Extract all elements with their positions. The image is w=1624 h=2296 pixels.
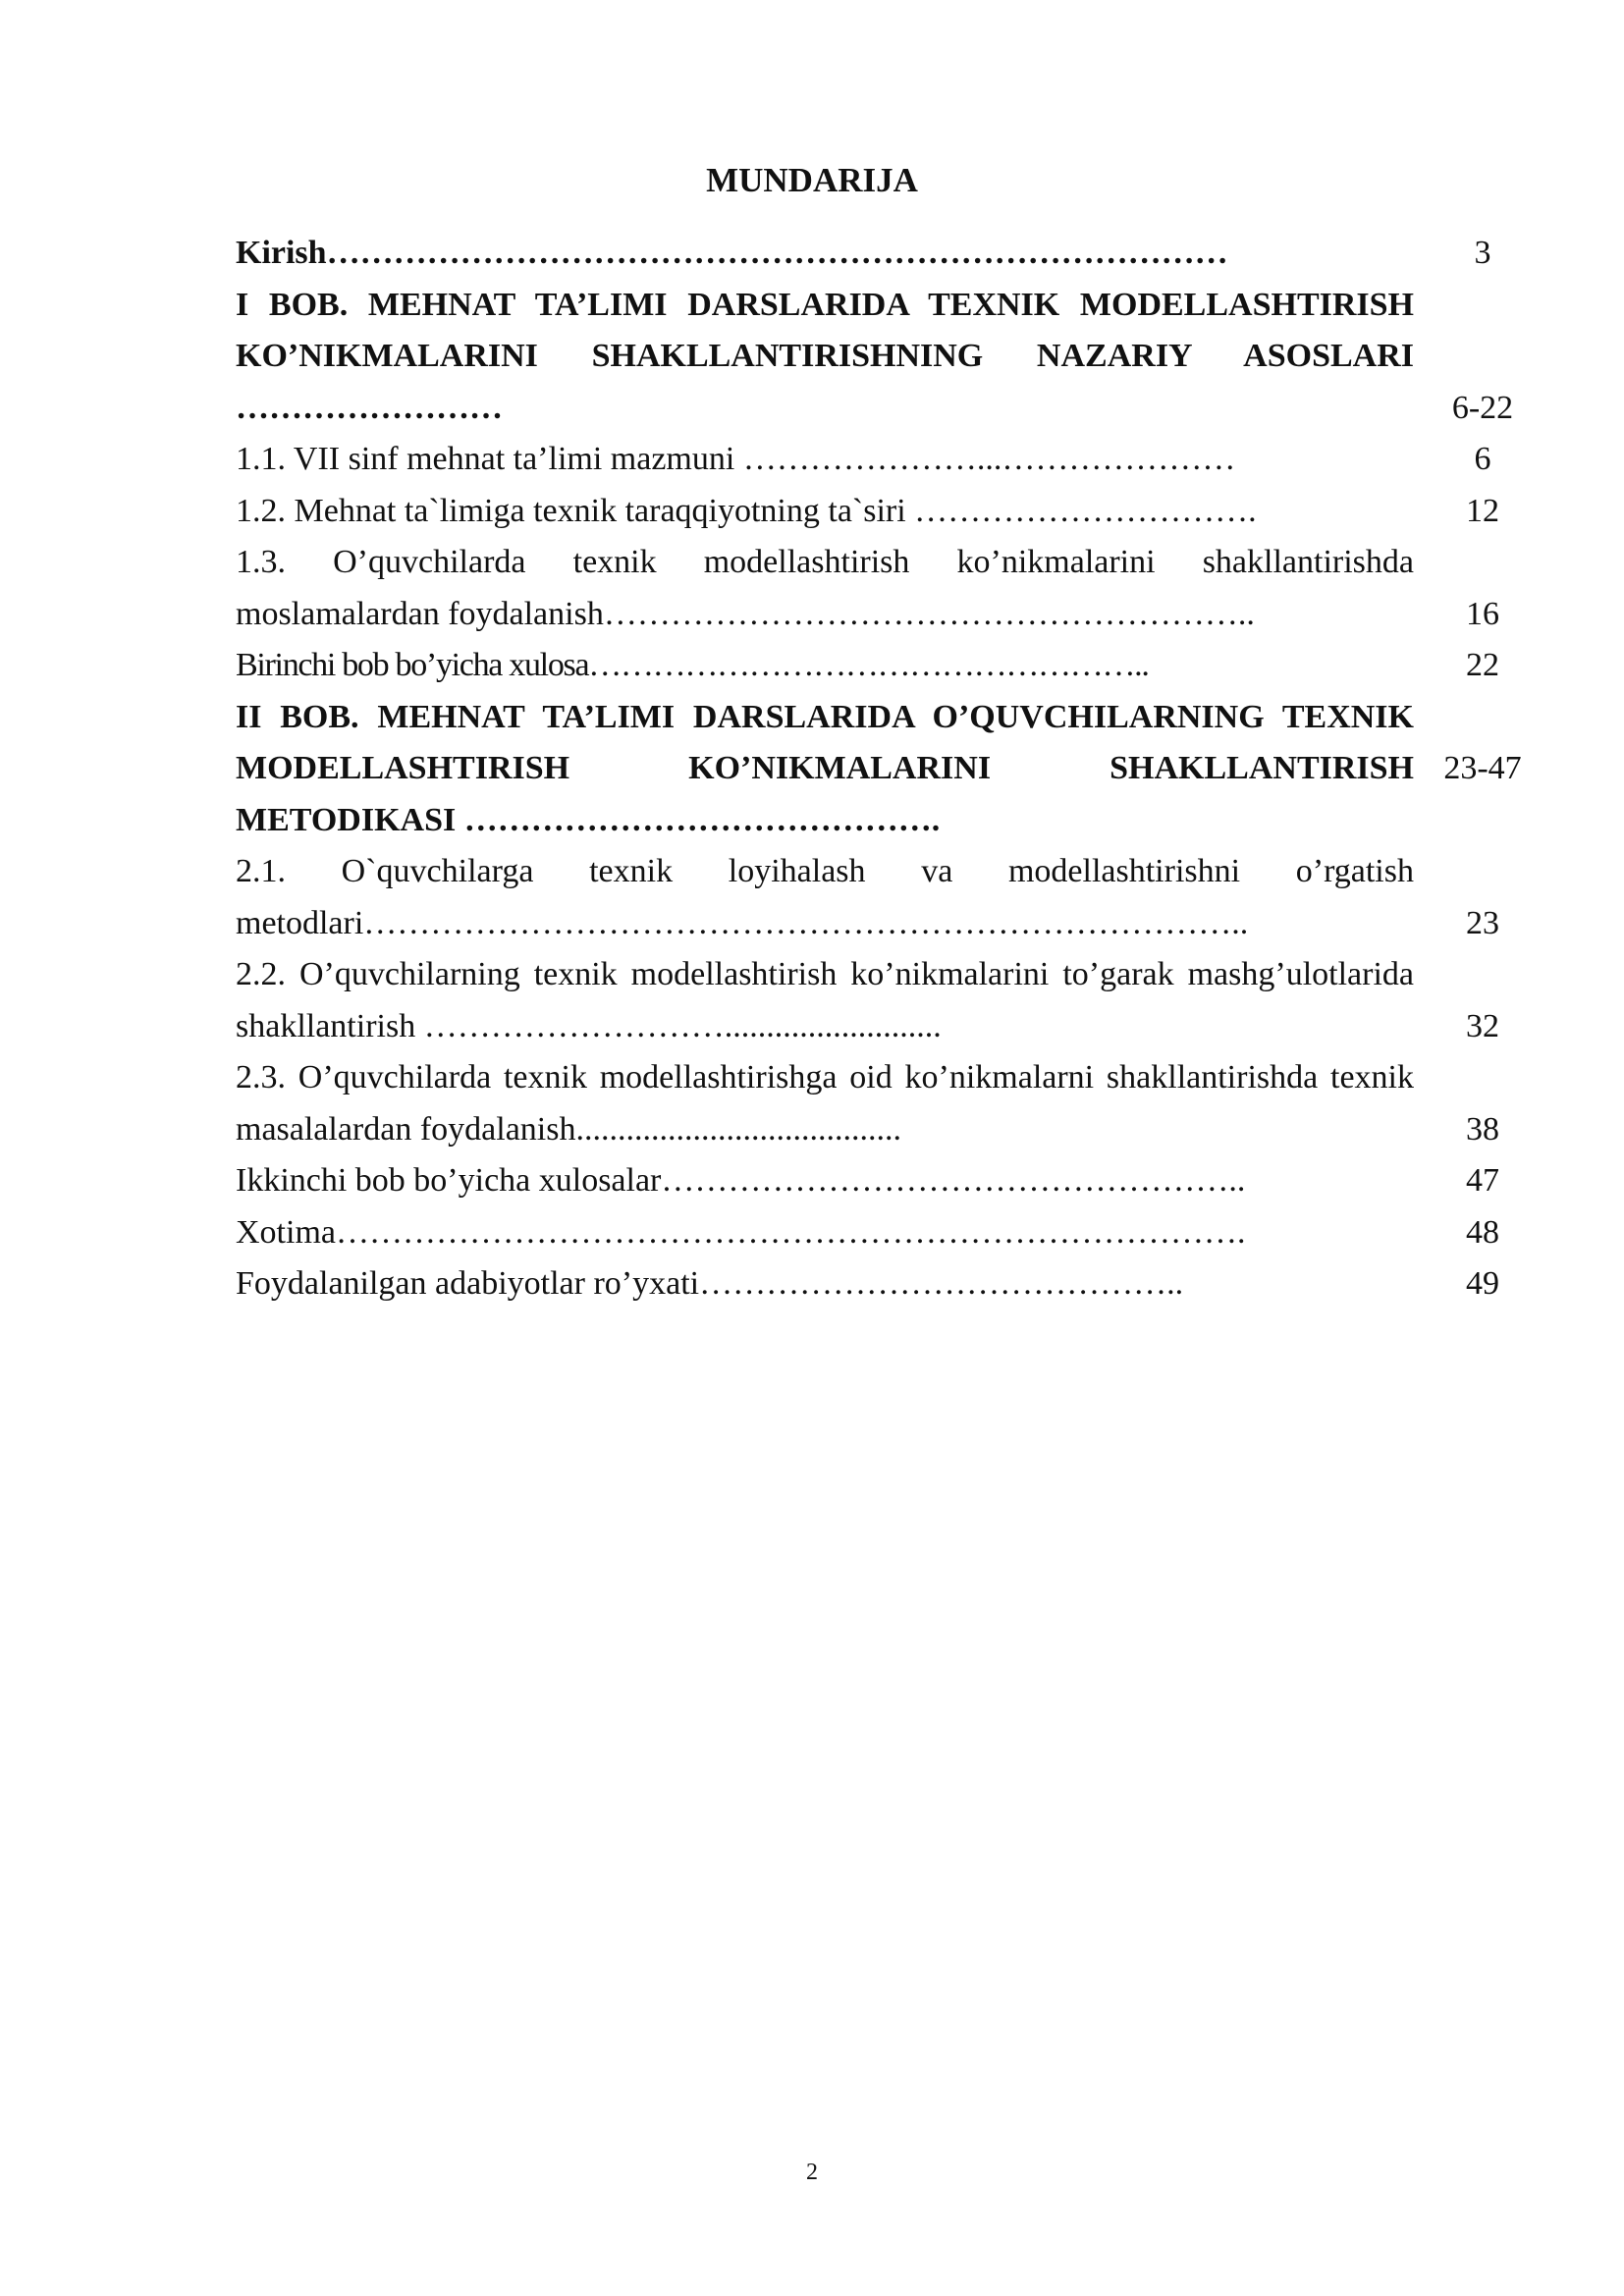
toc-entry-page: 48 [1466, 1213, 1499, 1251]
toc-entry-page: 22 [1466, 647, 1499, 683]
toc-entry-title: II BOB. MEHNAT TA’LIMI DARSLARIDA O’QUVCHILARNING TEXNIK MODELLASHTIRISH KO’NIKMALARINI SHAKLLANTIRISH METODIKASI ……………………………………. [236, 698, 1414, 838]
toc-entry-title: 1.3. O’quvchilarda texnik modellashtirish ko’nikmalarini shakllantirishda moslamalardan foydalanish………………………………………………….. [236, 544, 1414, 632]
toc-entry-2-3[interactable] [236, 1052, 1571, 1155]
toc-entry-title: Ikkinchi bob bo’yicha xulosalar…………………………………………….. [236, 1162, 1246, 1199]
toc-entry-title: 1.2. Mehnat ta`limiga texnik taraqqiyotning ta`siri …………………………. [236, 492, 1257, 529]
toc-entry-2-1[interactable] [236, 846, 1571, 949]
toc-entry-references[interactable] [236, 1258, 1571, 1310]
toc-entry-1-2[interactable] [236, 486, 1571, 538]
toc-entry-title: 2.2. O’quvchilarning texnik modellashtirish ko’nikmalarini to’garak mashg’ulotlarida shakllantirish ……………………….......................... [236, 956, 1414, 1044]
toc-entry-xotima[interactable] [236, 1207, 1571, 1259]
toc-entry-page: 6 [1474, 441, 1491, 477]
table-of-contents [236, 228, 1571, 1310]
toc-entry-page: 32 [1466, 1007, 1499, 1044]
toc-entry-page: 23 [1466, 904, 1499, 941]
toc-entry-title: Foydalanilgan adabiyotlar ro’yxati…………………………………….. [236, 1265, 1184, 1302]
toc-entry-chapter-1-summary[interactable] [236, 640, 1571, 692]
toc-entry-page: 49 [1466, 1265, 1499, 1302]
toc-entry-chapter-2-summary[interactable] [236, 1155, 1571, 1207]
toc-entry-chapter-1[interactable] [236, 280, 1571, 435]
toc-entry-title: Birinchi bob bo’yicha xulosa…………………………………………….. [236, 647, 1149, 683]
toc-entry-page: 3 [1474, 235, 1491, 271]
toc-entry-2-2[interactable] [236, 949, 1571, 1052]
toc-entry-chapter-2[interactable] [236, 692, 1571, 847]
toc-entry-page: 23-47 [1443, 750, 1522, 786]
toc-entry-title: 1.1. VII sinf mehnat ta’limi mazmuni …………………...………………… [236, 441, 1236, 477]
toc-entry-title: 2.1. O`quvchilarga texnik loyihalash va modellashtirishni o’rgatish metodlari…………………………………………………………………….. [236, 853, 1414, 941]
toc-entry-page: 38 [1466, 1110, 1499, 1148]
toc-entry-page: 16 [1466, 595, 1499, 632]
toc-entry-1-3[interactable] [236, 537, 1571, 640]
toc-entry-title [236, 228, 1414, 280]
toc-entry-1-1[interactable] [236, 434, 1571, 486]
toc-entry-page: 6-22 [1451, 389, 1514, 426]
toc-entry-title: 2.3. O’quvchilarda texnik modellashtirishga oid ko’nikmalarni shakllantirishda texnik masalalardan foydalanish....................................... [236, 1059, 1414, 1148]
toc-entry-label: Kirish……………………………………………………………………… [236, 235, 1228, 271]
toc-entry-page: 47 [1466, 1162, 1499, 1199]
toc-entry-page: 12 [1466, 492, 1499, 529]
page-number: 2 [806, 2160, 818, 2185]
toc-entry-kirish[interactable] [236, 228, 1571, 280]
toc-entry-title: Xotima………………………………………………………………………. [236, 1213, 1246, 1251]
toc-entry-title: I BOB. MEHNAT TA’LIMI DARSLARIDA TEXNIK MODELLASHTIRISH KO’NIKMALARINI SHAKLLANTIRISHNING NAZARIY ASOSLARI …………………… [236, 286, 1414, 426]
page-title: MUNDARIJA [706, 161, 918, 199]
